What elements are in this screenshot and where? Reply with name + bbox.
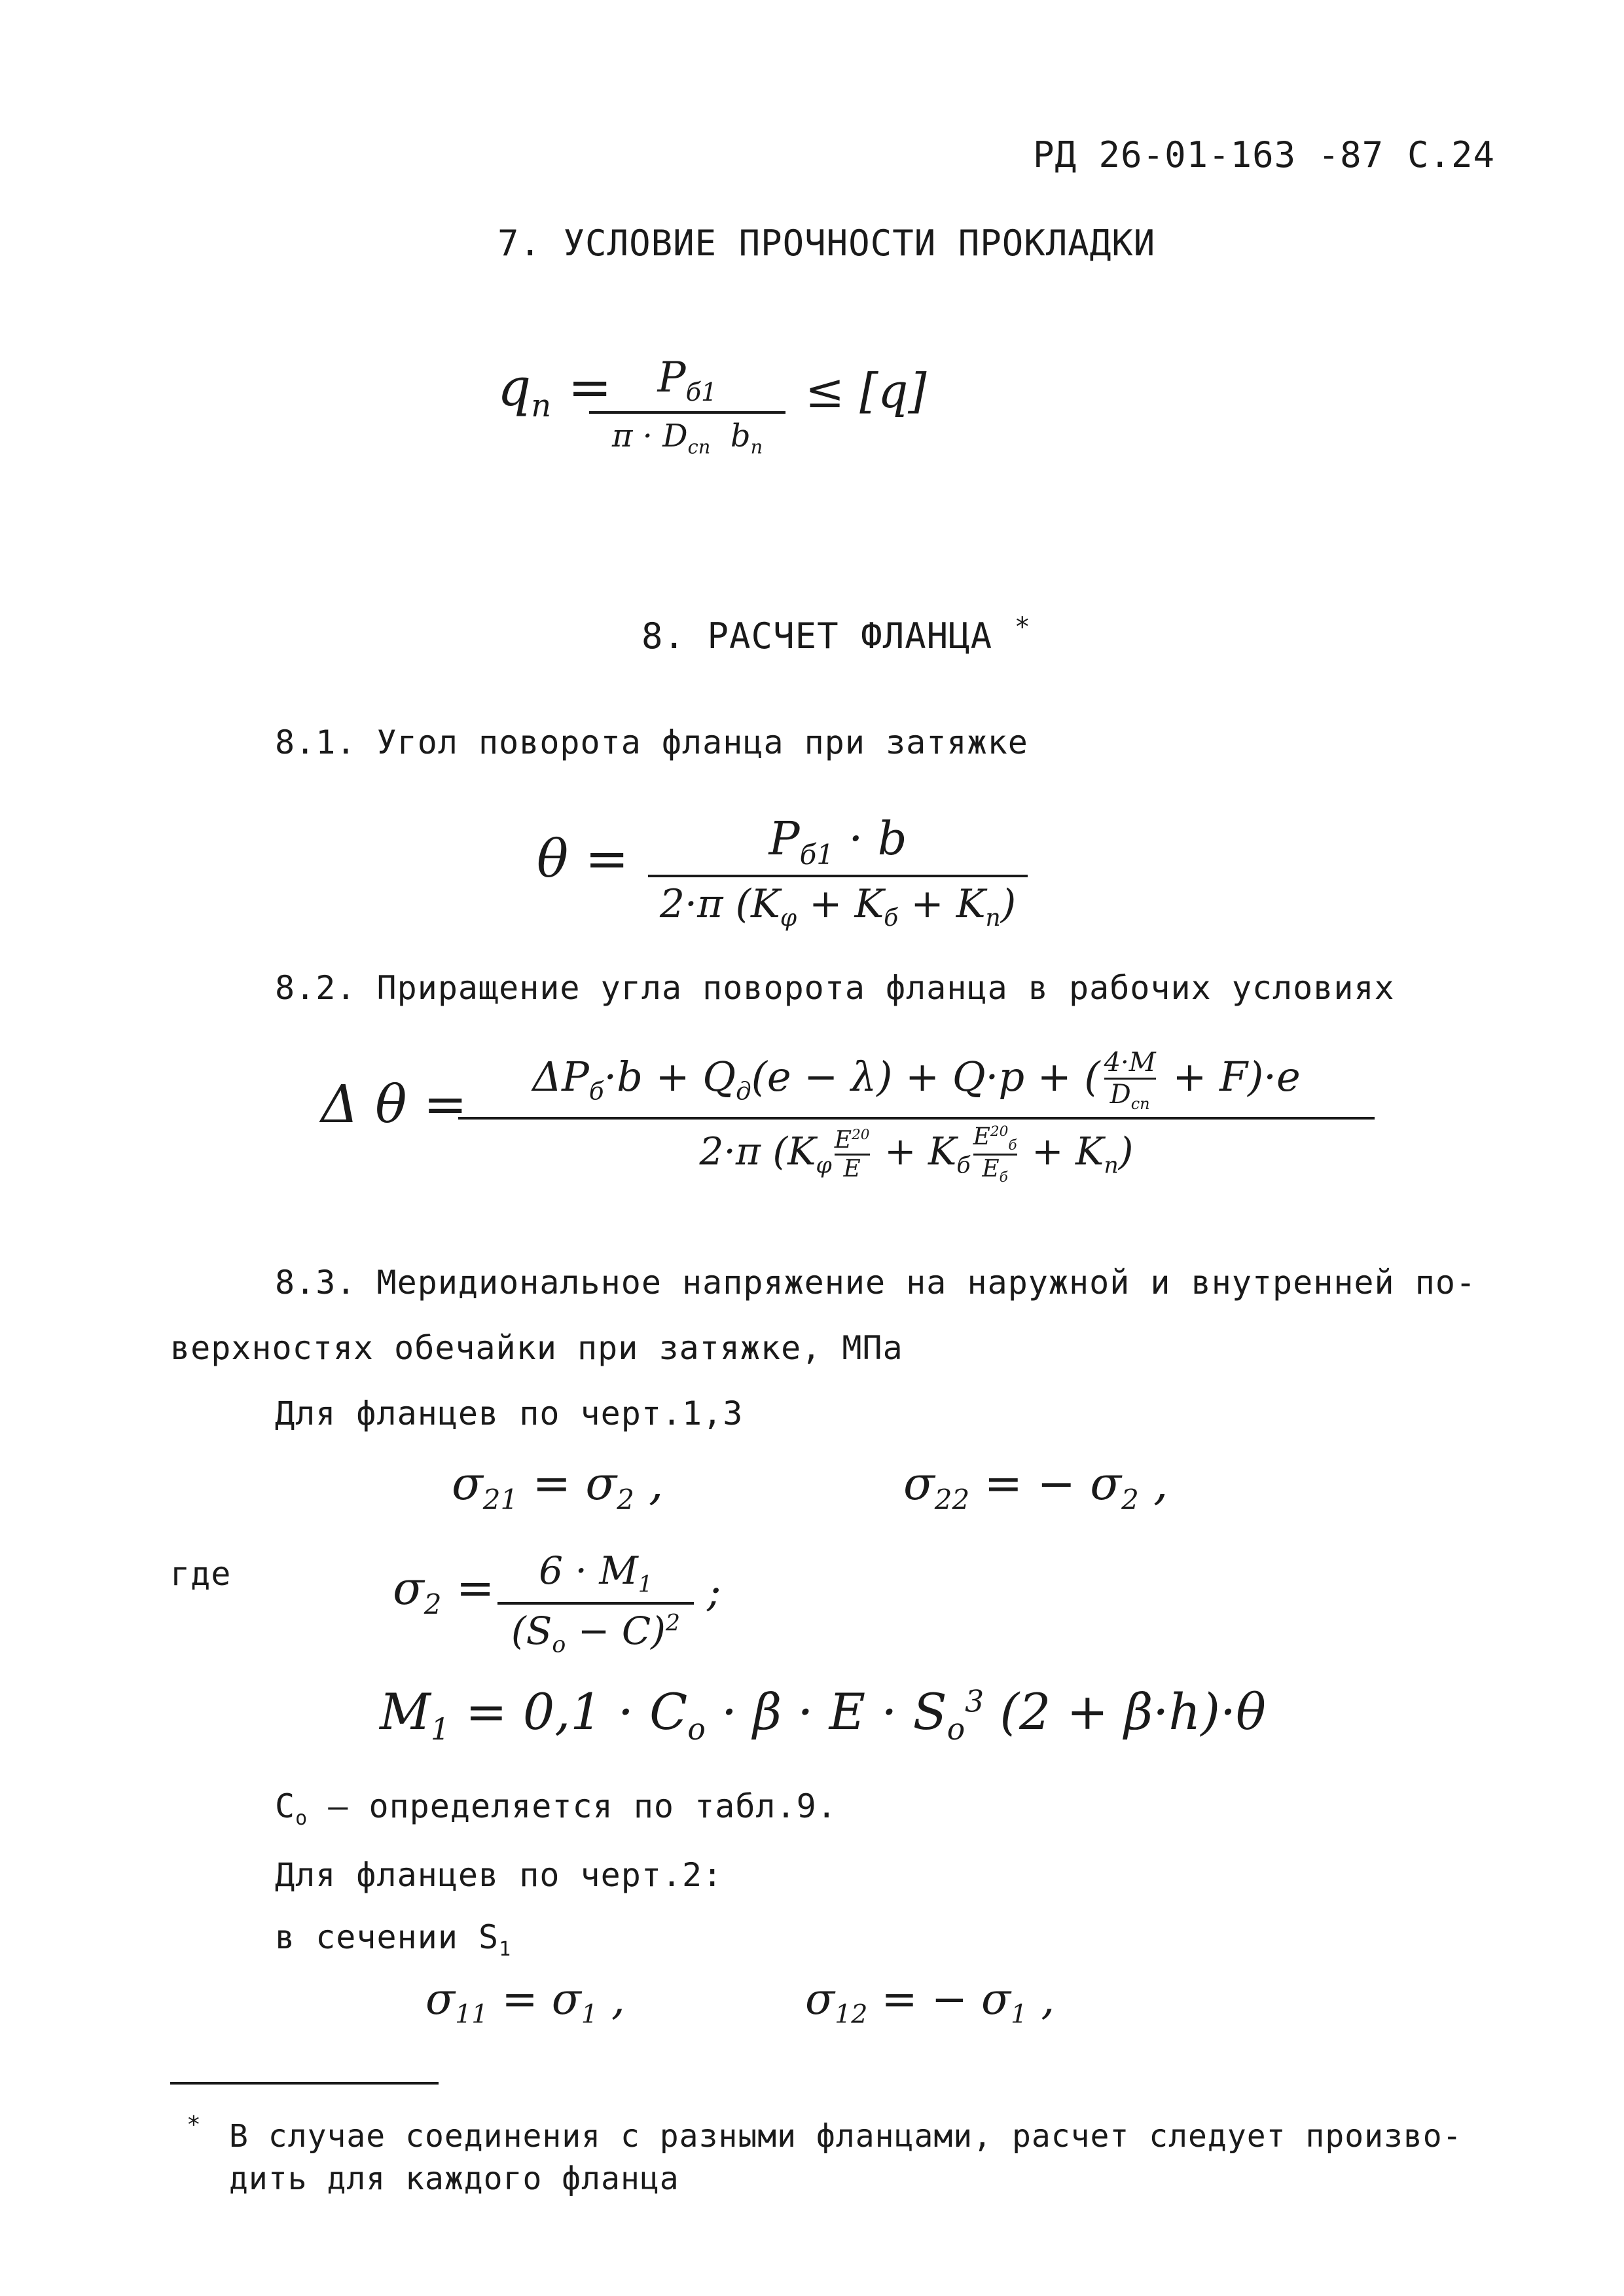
footnote-divider [170,2082,439,2085]
formula-sigma-12: $\sigma_{12}$ = − $\sigma_1$ , [805,1974,1055,2030]
formula-sigma-11: $\sigma_{11} = \sigma_1$ , [425,1974,625,2030]
page-number: С.24 [1407,134,1496,175]
footnote-line-1: В случае соединения с разными фланцами, расчет следует произво- [229,2118,1462,2155]
section-7-title: 7. УСЛОВИЕ ПРОЧНОСТИ ПРОКЛАДКИ [497,223,1156,264]
paragraph-drawing-2: Для фланцев по черт.2: [275,1856,723,1894]
c0-definition: $С_о$ – определяется по табл.9. [275,1787,837,1830]
footnote-mark: * [187,2111,202,2138]
paragraph-8-1: 8.1. Угол поворота фланца при затяжке [275,723,1028,761]
paragraph-8-3-line-1: 8.3. Меридиональное напряжение на наружной и внутренней по- [275,1264,1477,1302]
document-code: РД 26-01-163 -87 [1033,134,1384,175]
formula-sigma-21: $\sigma_{21} = \sigma_2$ , [452,1457,664,1516]
formula-sigma-22: $\sigma_{22}$ = − $\sigma_2$ , [903,1457,1168,1516]
footnote-line-2: дить для каждого фланца [229,2160,679,2197]
paragraph-8-3-line-2: верхностях обечайки при затяжке, МПа [170,1329,903,1367]
section-8-title: 8. РАСЧЕТ ФЛАНЦА * [641,612,1031,657]
formula-moment-m1: $M_1 = 0,1 \cdot C_о \cdot \beta \cdot E \cdot S_о^3$ (2 + β·h)·θ [380,1683,1266,1747]
paragraph-8-2: 8.2. Приращение угла поворота фланца в рабочих условиях [275,969,1395,1007]
paragraph-section-s1: в сечении $S_1$ [275,1918,512,1961]
where-label: где [170,1555,232,1593]
paragraph-8-3-line-3: Для фланцев по черт.1,3 [275,1394,744,1432]
